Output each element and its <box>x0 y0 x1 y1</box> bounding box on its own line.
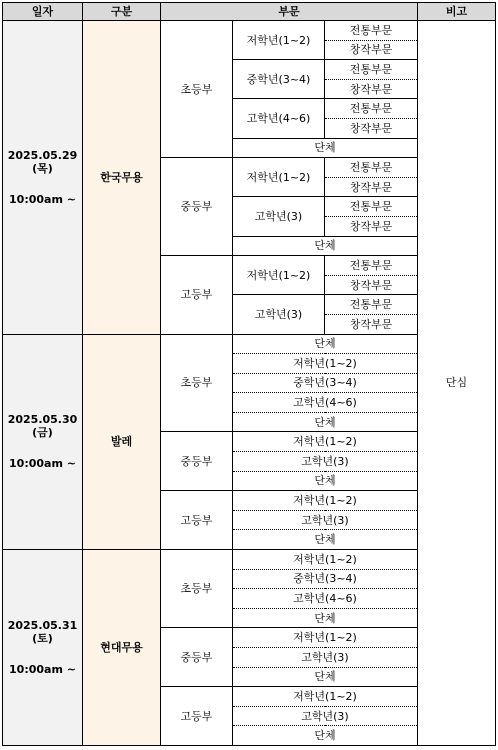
level-elementary: 초등부 <box>161 21 233 158</box>
header-note: 비고 <box>418 3 496 21</box>
date-cell-day3 <box>3 550 83 746</box>
time-text: 10:00am ~ <box>9 457 76 471</box>
grade-upper-elem: 고학년(4~6) <box>233 393 418 413</box>
category-cell-day1: 한국무용 <box>83 21 161 335</box>
grade-lower: 저학년(1~2) <box>233 21 325 60</box>
date-text: 2025.05.29 <box>7 148 78 162</box>
grade-lower: 저학년(1~2) <box>233 687 418 707</box>
grade-mid: 중학년(3~4) <box>233 60 325 99</box>
grade-upper-elem: 고학년(4~6) <box>233 589 418 609</box>
note-cell: 단심 <box>418 21 496 746</box>
section-creative: 창작부문 <box>325 79 418 99</box>
section-creative: 창작부문 <box>325 177 418 197</box>
grade-lower: 저학년(1~2) <box>233 256 325 295</box>
grade-upper3: 고학년(3) <box>233 706 418 726</box>
date-text: 2025.05.30 <box>7 413 78 427</box>
section-creative: 창작부문 <box>325 40 418 60</box>
grade-upper3: 고학년(3) <box>233 510 418 530</box>
time-text: 10:00am ~ <box>9 192 76 206</box>
grade-upper3: 고학년(3) <box>233 648 418 668</box>
section-group: 단체 <box>233 412 418 432</box>
section-traditional: 전통부문 <box>325 295 418 315</box>
header-date: 일자 <box>3 3 83 21</box>
grade-lower: 저학년(1~2) <box>233 158 325 197</box>
grade-lower: 저학년(1~2) <box>233 354 418 374</box>
grade-upper3: 고학년(3) <box>233 295 325 334</box>
section-group: 단체 <box>233 236 418 256</box>
grade-mid: 중학년(3~4) <box>233 569 418 589</box>
section-traditional: 전통부문 <box>325 197 418 217</box>
section-group: 단체 <box>233 334 418 354</box>
section-traditional: 전통부문 <box>325 256 418 276</box>
level-elementary: 초등부 <box>161 334 233 432</box>
grade-lower: 저학년(1~2) <box>233 491 418 511</box>
section-group: 단체 <box>233 667 418 687</box>
section-group: 단체 <box>233 530 418 550</box>
grade-upper3: 고학년(3) <box>233 452 418 472</box>
date-text: 2025.05.31 <box>7 619 78 632</box>
grade-mid: 중학년(3~4) <box>233 373 418 393</box>
section-group: 단체 <box>233 608 418 628</box>
grade-upper-elem: 고학년(4~6) <box>233 99 325 138</box>
header-division: 부문 <box>161 3 418 21</box>
section-group: 단체 <box>233 471 418 491</box>
category-cell-day3: 현대무용 <box>83 550 161 746</box>
level-middle: 중등부 <box>161 628 233 687</box>
header-row <box>3 3 496 21</box>
level-high: 고등부 <box>161 687 233 746</box>
section-creative: 창작부문 <box>325 275 418 295</box>
weekday-text: (목) <box>32 161 53 175</box>
grade-upper3: 고학년(3) <box>233 197 325 236</box>
level-high: 고등부 <box>161 491 233 550</box>
weekday-text: (토) <box>32 632 53 645</box>
level-middle: 중등부 <box>161 158 233 256</box>
section-traditional: 전통부문 <box>325 158 418 178</box>
section-traditional: 전통부문 <box>325 60 418 80</box>
header-type: 구분 <box>83 3 161 21</box>
level-high: 고등부 <box>161 256 233 334</box>
time-text: 10:00am ~ <box>9 663 76 676</box>
grade-lower: 저학년(1~2) <box>233 550 418 570</box>
category-cell-day2: 발레 <box>83 334 161 550</box>
section-traditional: 전통부문 <box>325 99 418 119</box>
grade-lower: 저학년(1~2) <box>233 628 418 648</box>
date-cell-day2 <box>3 334 83 550</box>
weekday-text: (금) <box>32 426 53 440</box>
section-group: 단체 <box>233 138 418 158</box>
grade-lower: 저학년(1~2) <box>233 432 418 452</box>
level-middle: 중등부 <box>161 432 233 491</box>
section-creative: 창작부문 <box>325 118 418 138</box>
level-elementary: 초등부 <box>161 550 233 628</box>
schedule-table <box>2 2 496 746</box>
table-row <box>3 21 496 41</box>
section-creative: 창작부문 <box>325 314 418 334</box>
section-creative: 창작부문 <box>325 216 418 236</box>
section-group: 단체 <box>233 726 418 746</box>
date-cell-day1 <box>3 21 83 335</box>
section-traditional: 전통부문 <box>325 21 418 41</box>
